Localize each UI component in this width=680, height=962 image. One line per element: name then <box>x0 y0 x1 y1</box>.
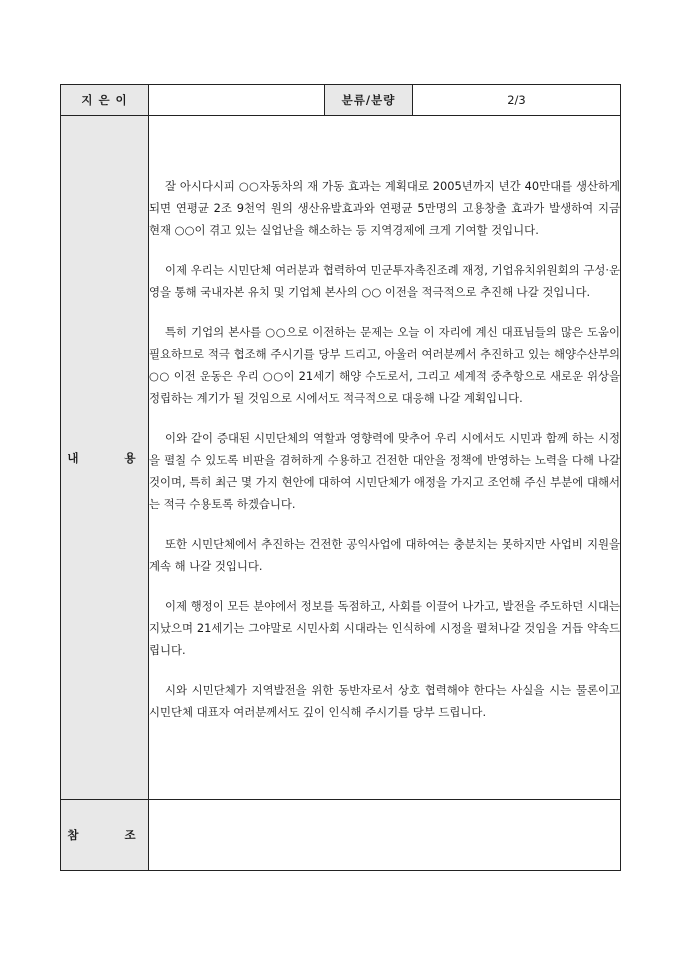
reference-value <box>149 800 621 871</box>
author-value <box>149 85 325 116</box>
category-label: 분류/분량 <box>325 85 413 116</box>
content-body <box>149 116 621 800</box>
content-label <box>61 116 149 800</box>
reference-label <box>61 800 149 871</box>
content-label-text: 내 용 <box>67 450 142 465</box>
document-form-table <box>60 84 621 871</box>
paragraph-1: 잘 아시다시피 ○○자동차의 재 가동 효과는 계획대로 2005년까지 년간 40만대를 생산하게 되면 연평균 2조 9천억 원의 생산유발효과와 연평균 5만명의 고용창출 효과가 발생하여 지금 현재 ○○이 겪고 있는 실업난을 해소하는 등 지역경제에 크게 기여할 것입니다. <box>149 178 620 237</box>
header-row <box>61 85 621 116</box>
paragraph-6: 이제 행정이 모든 분야에서 정보를 독점하고, 사회를 이끌어 나가고, 발전을 주도하던 시대는 지났으며 21세기는 그야말로 시민사회 시대라는 인식하에 시정을 펼쳐나갈 것임을 거듭 약속드립니다. <box>149 598 620 657</box>
paragraph-4: 이와 같이 증대된 시민단체의 역할과 영향력에 맞추어 우리 시에서도 시민과 함께 하는 시정을 펼칠 수 있도록 비판을 겸허하게 수용하고 건전한 대안을 정책에 반영하는 노력을 다해 나갈 것이며, 특히 최근 몇 가지 현안에 대하여 시민단체가 애정을 가지고 조언해 주신 부분에 대해서는 적극 수용토록 하겠습니다. <box>149 430 620 511</box>
paragraph-7: 시와 시민단체가 지역발전을 위한 동반자로서 상호 협력해야 한다는 사실을 시는 물론이고 시민단체 대표자 여러분께서도 깊이 인식해 주시기를 당부 드립니다. <box>149 682 620 719</box>
reference-row <box>61 800 621 871</box>
author-label: 지 은 이 <box>61 85 149 116</box>
paragraph-3: 특히 기업의 본사를 ○○으로 이전하는 문제는 오늘 이 자리에 계신 대표님들의 많은 도움이 필요하므로 적극 협조해 주시기를 당부 드리고, 아울러 여러분께서 추진하고 있는 해양수산부의 ○○ 이전 운동은 우리 ○○이 21세기 해양 수도로서, 그리고 세계적 중추항으로 새로운 위상을 정립하는 계기가 될 것임으로 시에서도 적극적으로 대응해 나갈 계획입니다. <box>149 324 620 405</box>
paragraph-5: 또한 시민단체에서 추진하는 건전한 공익사업에 대하여는 충분치는 못하지만 사업비 지원을 계속 해 나갈 것입니다. <box>149 536 620 573</box>
category-value: 2/3 <box>413 85 621 116</box>
reference-label-text: 참 조 <box>67 828 142 842</box>
content-row <box>61 116 621 800</box>
paragraph-2: 이제 우리는 시민단체 여러분과 협력하여 민군투자촉진조례 재정, 기업유치위원회의 구성·운영을 통해 국내자본 유치 및 기업체 본사의 ○○ 이전을 적극적으로 추진해 나갈 것입니다. <box>149 262 620 299</box>
